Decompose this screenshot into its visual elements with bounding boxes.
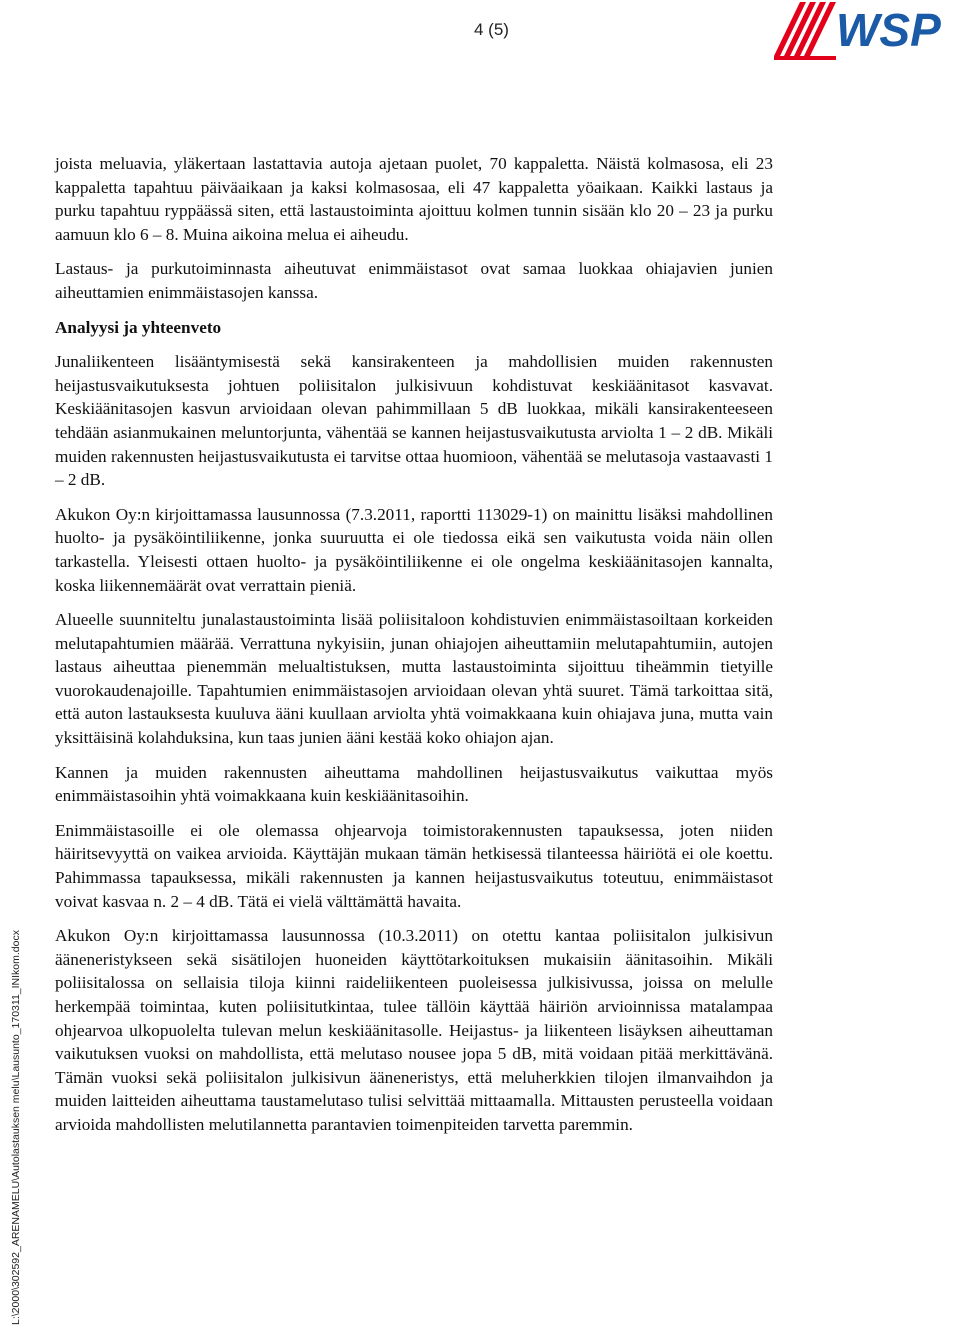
document-body — [55, 152, 773, 1148]
paragraph: Junaliikenteen lisääntymisestä sekä kansirakenteen ja mahdollisien muiden rakennusten heijastusvaikutuksesta johtuen poliisitalon julkisivuun kohdistuvat keskiäänitasot kasvavat. Keskiäänitasojen kasvun arvioidaan olevan pahimmillaan 5 dB luokkaa, mikäli kansirakenteeseen tehdään asianmukainen meluntorjunta, vähentää se kannen heijastusvaikutusta arviolta 1 – 2 dB. Mikäli muiden rakennusten heijastusvaikutusta ei tarvitse ottaa huomioon, vähentää se melutasoja vastaavasti 1 – 2 dB. — [55, 352, 773, 490]
paragraph: Kannen ja muiden rakennusten aiheuttama mahdollinen heijastusvaikutus vaikuttaa myös enimmäistasoihin yhtä voimakkaana kuin keskiäänitasoihin. — [55, 762, 773, 806]
page-number: 4 (5) — [474, 20, 509, 39]
wsp-logo-graphic — [770, 0, 960, 62]
section-heading: Analyysi ja yhteenveto — [55, 317, 222, 337]
paragraph: Akukon Oy:n kirjoittamassa lausunnossa (7.3.2011, raportti 113029-1) on mainittu lisäksi mahdollinen huolto- ja pysäköintiliikenne, jonka suuruutta ei ole tiedossa eikä sen vaikutusta voida näin ollen tarkastella. Yleisesti ottaen huolto- ja pysäköintiliikenne ei ole ongelma keskiäänitasojen kannalta, koska liikennemäärät ovat verrattain pieniä. — [55, 504, 773, 595]
document-path: L:\2000\302592_ARENAMELU\Autolastauksen melu\Lausunto_170311_INIkom.docx — [10, 930, 22, 1325]
paragraph: joista meluavia, yläkertaan lastattavia autoja ajetaan puolet, 70 kappaletta. Näistä kolmasosa, eli 23 kappaletta tapahtuu päiväaikaan ja kaksi kolmasosaa, eli 47 kappaletta yöaikaan. Kaikki lastaus ja purku tapahtuu ryppäässä siten, että lastaustoiminta ajoittuu kolmen tunnin sisään klo 20 – 23 ja purku aamuun klo 6 – 8. Muina aikoina melua ei aiheudu. — [55, 154, 773, 244]
paragraph: Alueelle suunniteltu junalastaustoiminta lisää poliisitaloon kohdistuvien enimmäistasoiltaan korkeiden melutapahtumien määrää. Verrattuna nykyisiin, junan ohiajojen aiheuttamiin melutapahtumiin, autojen lastaus aiheuttaa pienemmän melualtistuksen, mutta lastaustoiminta sijoittuu tiheämmin tietyille vuorokaudenajoille. Tapahtumien enimmäistasojen arvioidaan olevan yhtä suuret. Tämä tarkoittaa sitä, että auton lastauksesta kuuluva ääni kuullaan arviolta yhtä voimakkaana kuin ohiajava juna, mutta vain yksittäisinä kolahduksina, kun taas junien ääni kestää koko ohiajon ajan. — [55, 610, 773, 748]
paragraph: Akukon Oy:n kirjoittamassa lausunnossa (10.3.2011) on otettu kantaa poliisitalon julkisivun ääneneristykseen sekä sisätilojen huoneiden käyttötarkoituksen mukaisiin äänitasoihin. Mikäli poliisitalossa on sellaisia tiloja kiinni raideliikenteen puoleisessa julkisivussa, joissa on melulle herkempää toimintaa, kuten poliisitutkintaa, tulee tällöin käyttää häiriön arvioinnissa matalampaa ohjearvoa ulkopuolelta tulevan melun keskiäänitasolle. Heijastus- ja liikenteen lisäyksen aiheuttaman vaikutuksen vuoksi on mahdollista, että melutaso nousee jopa 5 dB, mitä voidaan pitää merkittävänä. Tämän vuoksi sekä poliisitalon julkisivun ääneneristys, että meluherkkien tilojen ilmanvaihdon ja muiden laitteiden aiheuttama taustamelutaso tulisi selvittää mittaamalla. Mittausten perusteella voidaan arvioida mahdollisten melutilannetta parantavien toimenpiteiden tarvetta paremmin. — [55, 926, 773, 1134]
wsp-logo — [770, 0, 960, 62]
paragraph: Enimmäistasoille ei ole olemassa ohjearvoja toimistorakennusten tapauksessa, joten niiden häiritsevyyttä on vaikea arvioida. Käyttäjän mukaan tämän hetkisessä tilanteessa häiriötä ei ole koettu. Pahimmassa tapauksessa, mikäli rakennusten ja kannen heijastusvaikutus toteutuu, enimmäistasot voivat kasvaa n. 2 – 4 dB. Tätä ei vielä välttämättä havaita. — [55, 820, 773, 911]
logo-text: WSP — [836, 4, 941, 56]
paragraph: Lastaus- ja purkutoiminnasta aiheutuvat enimmäistasot ovat samaa luokkaa ohiajavien junien aiheuttamien enimmäistasojen kanssa. — [55, 259, 773, 302]
